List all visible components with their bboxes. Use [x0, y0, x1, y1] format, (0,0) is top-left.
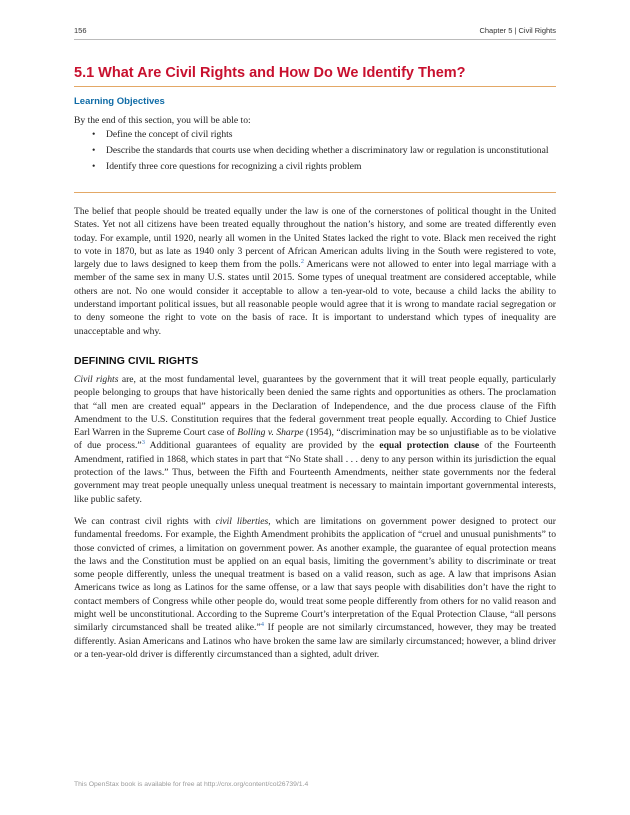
- page-number: 156: [74, 26, 87, 35]
- objectives-divider: [74, 192, 556, 193]
- text-run: If people are not similarly circumstanced, however, they may be treated differently. Asian Americans and Latinos who have broken the same law are similarly circumstanced; however, a blind driver or a ten-year-old driver is differently circumstanced than a sighted, adult driver.: [74, 622, 556, 660]
- text-run: We can contrast civil rights with: [74, 515, 216, 527]
- text-run: are, at the most fundamental level, guarantees by the government that it will treat people equally, particularly people belonging to groups that have historically been denied the same rights and opportunities as others. The proclamation that “all men are created equal” appears in the Declaration of Independence, and the due process clause of the Fifth Amendment to the U.S. Constitution requires that the federal government treat people equally. According to Chief Justice Earl Warren in the Supreme Court case of: [74, 373, 556, 439]
- bullet-icon: •: [92, 161, 96, 172]
- learning-objectives-list: [74, 128, 556, 176]
- text-run: , which are limitations on government power designed to protect our fundamental freedoms. For example, the Eighth Amendment prohibits the application of “cruel and unusual punishments” to those convicted of crimes, a limitation on government power. As another example, the guarantee of equal protection means the laws and the Constitution must be applied on an equal basis, limiting the government’s ability to discriminate or treat some people differently, unless the unequal treatment is based on a valid reason, such as age. A law that imprisons Asian Americans twice as long as Latinos for the same offense, or a law that says people with disabilities don’t have the right to contact members of Congress while other people do, would treat some people differently from others for no valid reason and might well be unconstitutional. According to the Supreme Court’s interpretation of the Equal Protection Clause, “all persons similarly circumstanced shall be treated alike.”: [74, 515, 557, 634]
- text-run: (1954), “discrimination may be so unjustifiable as to be violative of due process.”: [74, 427, 557, 452]
- text-run: Americans were not allowed to enter into legal marriage with a member of the same sex in many U.S. states until 2015. Some types of unequal treatment are considered acceptable, while others are not. No one would consider it acceptable to allow a ten-year-old to vote, because a child lacks the ability to understand important political issues, but all reasonable people would agree that it is wrong to mandate racial segregation or to deny someone the right to vote on the basis of race. It is important to understand which types of inequality are unacceptable and why.: [74, 259, 556, 337]
- civil-rights-paragraph: [74, 373, 556, 506]
- list-item-text: Describe the standards that courts use when deciding whether a discriminatory law or regulation is unconstitutional: [106, 145, 549, 156]
- text-run: Additional guarantees of equality are provided by the: [144, 440, 380, 452]
- learning-objectives-heading: Learning Objectives: [74, 96, 165, 107]
- list-item-text: Define the concept of civil rights: [106, 129, 233, 140]
- footnote-ref-2[interactable]: 2: [300, 258, 304, 265]
- page-footer: This OpenStax book is available for free at http://cnx.org/content/col26739/1.4: [74, 781, 309, 788]
- footnote-ref-4[interactable]: 4: [260, 621, 264, 629]
- title-divider: [74, 86, 556, 87]
- list-item: [74, 128, 556, 141]
- term-civil-rights: Civil rights: [74, 373, 119, 385]
- case-name: Bolling v. Sharpe: [237, 427, 304, 439]
- list-item-text: Identify three core questions for recognizing a civil rights problem: [106, 161, 362, 172]
- text-run: of the Fourteenth Amendment, ratified in 1868, which states in part that “No State shall . . . deny to any person within its jurisdiction the equal protection of the laws.” Thus, between the Fifth and Fourteenth Amendments, neither state governments nor the federal government may treat people unequally unless unequal treatment is necessary to maintain important governmental interests, like public safety.: [74, 440, 556, 505]
- text-run: The belief that people should be treated equally under the law is one of the cornerstones of political thought in the United States. Yet not all citizens have been treated equally throughout the nation’s history, and some are treated differently even today. For example, until 1920, nearly all women in the United States lacked the right to vote. Black men received the right to vote in 1870, but as late as 1940 only 3 percent of African American adults living in the South were registered to vote, largely due to laws designed to keep them from the polls.: [74, 206, 556, 271]
- chapter-label: Chapter 5 | Civil Rights: [479, 26, 556, 35]
- page-header: [74, 26, 556, 38]
- civil-liberties-paragraph: [74, 515, 556, 661]
- header-divider: [74, 39, 556, 40]
- list-item: [74, 144, 556, 157]
- learning-objectives-intro: By the end of this section, you will be able to:: [74, 115, 251, 126]
- term-equal-protection-clause: equal protection clause: [379, 440, 480, 452]
- bullet-icon: •: [92, 145, 96, 156]
- section-title: 5.1 What Are Civil Rights and How Do We Identify Them?: [74, 65, 466, 81]
- body-text: [74, 205, 556, 670]
- subsection-heading: DEFINING CIVIL RIGHTS: [74, 354, 199, 367]
- list-item: [74, 160, 556, 173]
- intro-paragraph: [74, 205, 556, 338]
- footnote-ref-3[interactable]: 3: [141, 439, 145, 447]
- bullet-icon: •: [92, 129, 96, 140]
- term-civil-liberties: civil liberties: [215, 515, 269, 527]
